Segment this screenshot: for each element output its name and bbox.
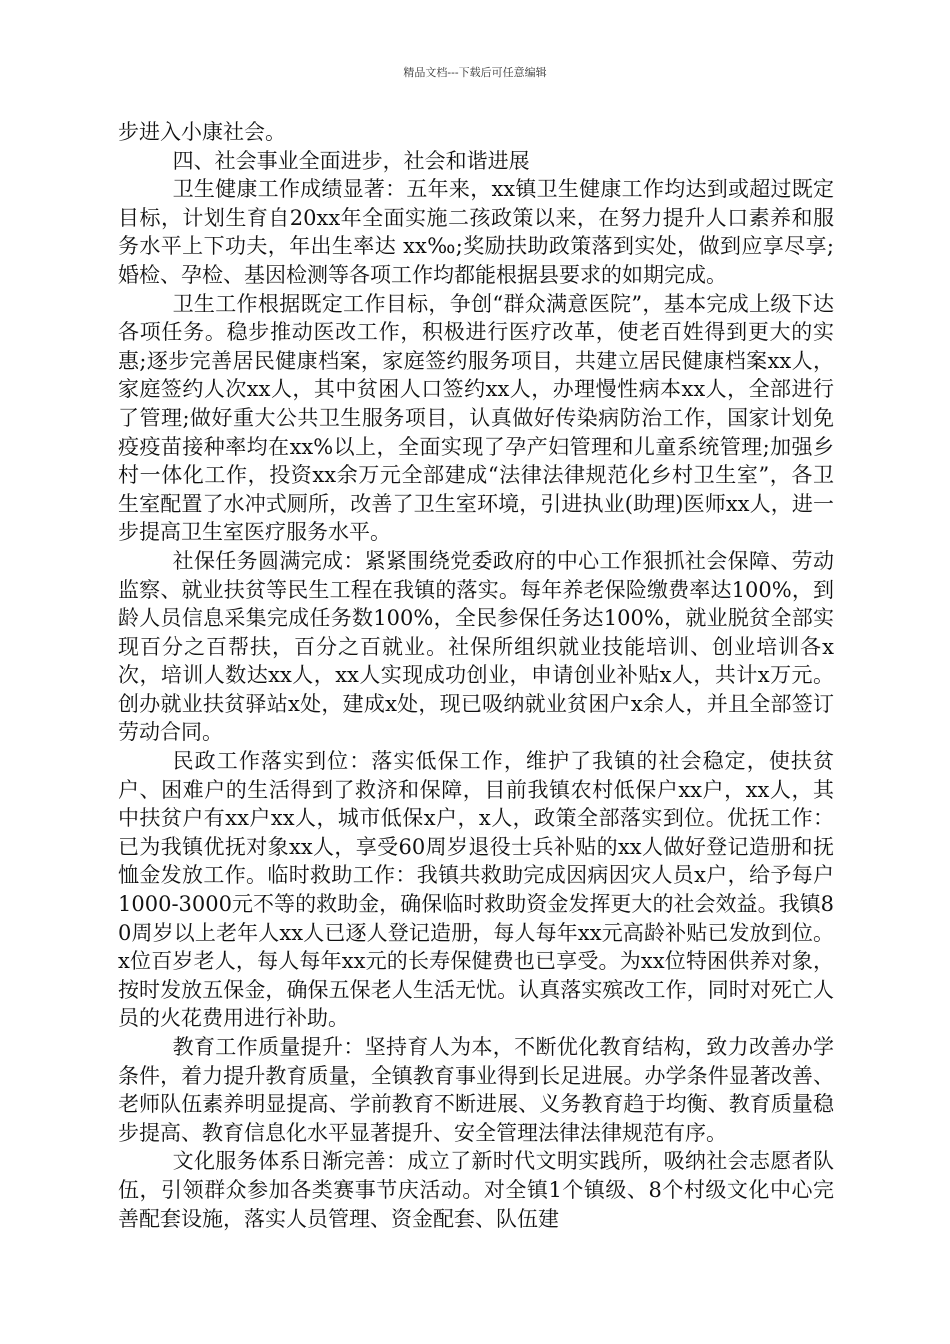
paragraph: 卫生工作根据既定工作目标，争创“群众满意医院”，基本完成上级下达各项任务。稳步推动医改工作，积极进行医疗改革，使老百姓得到更大的实惠;逐步完善居民健康档案，家庭签约服务项目，共建立居民健康档案xx人，家庭签约人次xx人，其中贫困人口签约xx人，办理慢性病本xx人，全部进行了管理;做好重大公共卫生服务项目，认真做好传染病防治工作，国家计划免疫疫苗接种率均在xx%以上，全面实现了孕产妇管理和儿童系统管理;加强乡村一体化工作，投资xx余万元全部建成“法律法律规范化乡村卫生室”，各卫生室配置了水冲式厕所，改善了卫生室环境，引进执业(助理)医师xx人，进一步提高卫生室医疗服务水平。	[118, 291, 834, 545]
paragraph: 文化服务体系日渐完善：成立了新时代文明实践所，吸纳社会志愿者队伍，引领群众参加各类赛事节庆活动。对全镇1个镇级、8个村级文化中心完善配套设施，落实人员管理、资金配套、队伍建	[118, 1149, 834, 1231]
paragraph: 教育工作质量提升：坚持育人为本，不断优化教育结构，致力改善办学条件，着力提升教育质量，全镇教育事业得到长足进展。办学条件显著改善、老师队伍素养明显提高、学前教育不断进展、义务教育趋于均衡、教育质量稳步提高、教育信息化水平显著提升、安全管理法律法律规范有序。	[118, 1035, 834, 1145]
paragraph: 卫生健康工作成绩显著：五年来，xx镇卫生健康工作均达到或超过既定目标，计划生育自20xx年全面实施二孩政策以来，在努力提升人口素养和服务水平上下功夫，年出生率达 xx‰;奖励扶助政策落到实处，做到应享尽享;婚检、孕检、基因检测等各项工作均都能根据县要求的如期完成。	[118, 177, 834, 287]
document-body	[118, 118, 834, 1233]
section-heading: 四、社会事业全面进步，社会和谐进展	[172, 148, 530, 173]
paragraph: 社保任务圆满完成：紧紧围绕党委政府的中心工作狠抓社会保障、劳动监察、就业扶贫等民生工程在我镇的落实。每年养老保险缴费率达100%，到龄人员信息采集完成任务数100%，全民参保任务达100%，就业脱贫全部实现百分之百帮扶，百分之百就业。社保所组织就业技能培训、创业培训各x次，培训人数达xx人，xx人实现成功创业，申请创业补贴x人，共计x万元。创办就业扶贫驿站x处，建成x处，现已吸纳就业贫困户x余人，并且全部签订劳动合同。	[118, 548, 834, 745]
paragraph: 步进入小康社会。	[118, 120, 286, 144]
paragraph: 民政工作落实到位：落实低保工作，维护了我镇的社会稳定，使扶贫户、困难户的生活得到了救济和保障，目前我镇农村低保户xx户，xx人，其中扶贫户有xx户xx人，城市低保x户，x人，政策全部落实到位。优抚工作：已为我镇优抚对象xx人，享受60周岁退役士兵补贴的xx人做好登记造册和抚恤金发放工作。临时救助工作：我镇共救助完成因病因灾人员x户，给予每户1000-3000元不等的救助金，确保临时救助资金发挥更大的社会效益。我镇80周岁以上老年人xx人已逐人登记造册，每人每年xx元高龄补贴已发放到位。x位百岁老人，每人每年xx元的长寿保健费也已享受。为xx位特困供养对象，按时发放五保金，确保五保老人生活无忧。认真落实殡改工作，同时对死亡人员的火花费用进行补助。	[118, 749, 834, 1031]
page-header: 精品文档---下载后可任意编辑	[403, 66, 547, 79]
